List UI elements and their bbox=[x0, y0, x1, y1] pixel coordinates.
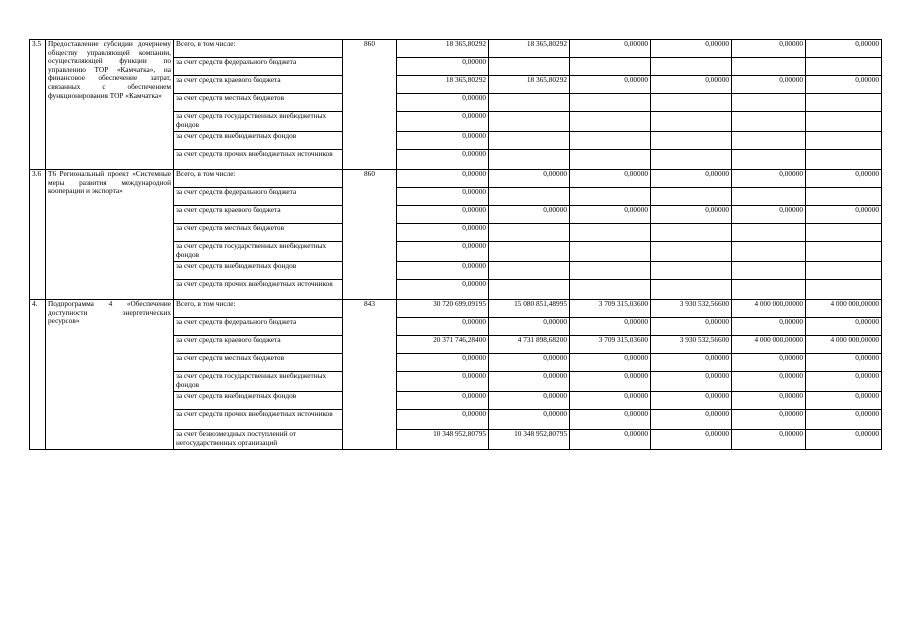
section-index: 4. bbox=[30, 300, 46, 450]
amount-cell bbox=[570, 224, 651, 242]
amount-cell: 0,00000 bbox=[570, 206, 651, 224]
funding-source-label: за счет средств местных бюджетов bbox=[174, 94, 343, 112]
amount-cell: 3 709 315,03600 bbox=[570, 300, 651, 318]
amount-cell: 0,00000 bbox=[570, 40, 651, 58]
amount-cell bbox=[489, 112, 570, 132]
funding-source-label: за счет безвозмездных поступлений от негосударственных организаций bbox=[174, 430, 343, 450]
budget-table bbox=[29, 39, 882, 450]
amount-cell: 4 000 000,00000 bbox=[806, 336, 882, 354]
amount-cell bbox=[806, 224, 882, 242]
amount-cell bbox=[732, 262, 806, 280]
amount-cell bbox=[732, 224, 806, 242]
table-row bbox=[30, 40, 882, 58]
funding-source-label: за счет средств прочих внебюджетных источников bbox=[174, 280, 343, 300]
amount-cell: 0,00000 bbox=[570, 430, 651, 450]
amount-cell: 10 348 952,80795 bbox=[397, 430, 489, 450]
amount-cell bbox=[489, 224, 570, 242]
amount-cell bbox=[806, 112, 882, 132]
amount-cell: 18 365,80292 bbox=[489, 40, 570, 58]
amount-cell bbox=[489, 280, 570, 300]
amount-cell: 0,00000 bbox=[397, 318, 489, 336]
amount-cell bbox=[570, 188, 651, 206]
funding-source-label: за счет средств федерального бюджета bbox=[174, 58, 343, 76]
amount-cell: 0,00000 bbox=[397, 224, 489, 242]
amount-cell bbox=[732, 150, 806, 170]
funding-source-label: за счет средств краевого бюджета bbox=[174, 76, 343, 94]
amount-cell: 0,00000 bbox=[732, 372, 806, 392]
amount-cell bbox=[489, 262, 570, 280]
amount-cell bbox=[570, 280, 651, 300]
amount-cell bbox=[489, 242, 570, 262]
amount-cell bbox=[732, 242, 806, 262]
table-row bbox=[30, 300, 882, 318]
amount-cell: 4 731 898,68200 bbox=[489, 336, 570, 354]
funding-source-label: за счет средств внебюджетных фондов bbox=[174, 132, 343, 150]
amount-cell bbox=[651, 58, 732, 76]
amount-cell: 0,00000 bbox=[570, 354, 651, 372]
funding-source-label: Всего, в том числе: bbox=[174, 300, 343, 318]
amount-cell: 0,00000 bbox=[651, 410, 732, 430]
funding-source-label: за счет средств местных бюджетов bbox=[174, 354, 343, 372]
funding-source-label: за счет средств внебюджетных фондов bbox=[174, 392, 343, 410]
amount-cell: 0,00000 bbox=[570, 392, 651, 410]
amount-cell bbox=[806, 242, 882, 262]
amount-cell: 0,00000 bbox=[570, 76, 651, 94]
funding-source-label: за счет средств краевого бюджета bbox=[174, 336, 343, 354]
budget-code: 860 bbox=[343, 170, 397, 300]
amount-cell: 0,00000 bbox=[732, 354, 806, 372]
amount-cell: 0,00000 bbox=[806, 430, 882, 450]
amount-cell bbox=[806, 94, 882, 112]
budget-code: 843 bbox=[343, 300, 397, 450]
amount-cell: 0,00000 bbox=[570, 372, 651, 392]
funding-source-label: за счет средств прочих внебюджетных источников bbox=[174, 150, 343, 170]
amount-cell bbox=[732, 132, 806, 150]
amount-cell bbox=[806, 132, 882, 150]
amount-cell bbox=[651, 132, 732, 150]
amount-cell: 0,00000 bbox=[489, 170, 570, 188]
amount-cell: 0,00000 bbox=[806, 372, 882, 392]
amount-cell: 0,00000 bbox=[397, 150, 489, 170]
amount-cell bbox=[732, 280, 806, 300]
amount-cell: 0,00000 bbox=[732, 430, 806, 450]
amount-cell: 0,00000 bbox=[397, 112, 489, 132]
amount-cell: 0,00000 bbox=[489, 410, 570, 430]
budget-table-body bbox=[30, 40, 882, 450]
amount-cell: 0,00000 bbox=[806, 40, 882, 58]
amount-cell: 0,00000 bbox=[806, 206, 882, 224]
amount-cell: 0,00000 bbox=[397, 242, 489, 262]
amount-cell bbox=[651, 262, 732, 280]
amount-cell: 0,00000 bbox=[806, 170, 882, 188]
amount-cell: 0,00000 bbox=[732, 392, 806, 410]
amount-cell: 0,00000 bbox=[397, 188, 489, 206]
amount-cell: 0,00000 bbox=[732, 410, 806, 430]
amount-cell: 0,00000 bbox=[651, 372, 732, 392]
amount-cell: 0,00000 bbox=[651, 392, 732, 410]
amount-cell bbox=[732, 94, 806, 112]
amount-cell: 0,00000 bbox=[651, 430, 732, 450]
amount-cell: 0,00000 bbox=[651, 354, 732, 372]
amount-cell: 0,00000 bbox=[397, 94, 489, 112]
amount-cell: 0,00000 bbox=[397, 354, 489, 372]
funding-source-label: за счет средств государственных внебюджетных фондов bbox=[174, 242, 343, 262]
section-index: 3.6 bbox=[30, 170, 46, 300]
amount-cell: 4 000 000,00000 bbox=[732, 300, 806, 318]
section-index: 3.5 bbox=[30, 40, 46, 170]
amount-cell bbox=[806, 150, 882, 170]
amount-cell bbox=[489, 132, 570, 150]
section-name: Предоставление субсидии дочернему обществу управляющей компании, осуществляющей функции по управлению ТОР «Камчатка», на финансовое обеспечение затрат, связанных с обеспечением функционирования ТОР «Камчатка» bbox=[46, 40, 174, 170]
amount-cell: 0,00000 bbox=[651, 318, 732, 336]
amount-cell: 18 365,80292 bbox=[489, 76, 570, 94]
funding-source-label: Всего, в том числе: bbox=[174, 170, 343, 188]
amount-cell bbox=[651, 150, 732, 170]
amount-cell: 4 000 000,00000 bbox=[732, 336, 806, 354]
amount-cell bbox=[806, 188, 882, 206]
budget-code: 860 bbox=[343, 40, 397, 170]
amount-cell bbox=[489, 94, 570, 112]
amount-cell: 0,00000 bbox=[651, 170, 732, 188]
amount-cell: 0,00000 bbox=[397, 280, 489, 300]
amount-cell bbox=[489, 150, 570, 170]
funding-source-label: за счет средств федерального бюджета bbox=[174, 318, 343, 336]
amount-cell: 0,00000 bbox=[651, 40, 732, 58]
amount-cell bbox=[489, 188, 570, 206]
amount-cell bbox=[651, 224, 732, 242]
amount-cell bbox=[651, 94, 732, 112]
amount-cell: 0,00000 bbox=[806, 76, 882, 94]
funding-source-label: за счет средств внебюджетных фондов bbox=[174, 262, 343, 280]
amount-cell: 0,00000 bbox=[732, 76, 806, 94]
amount-cell: 0,00000 bbox=[732, 318, 806, 336]
amount-cell: 0,00000 bbox=[732, 170, 806, 188]
funding-source-label: за счет средств краевого бюджета bbox=[174, 206, 343, 224]
amount-cell bbox=[570, 242, 651, 262]
amount-cell: 0,00000 bbox=[732, 40, 806, 58]
amount-cell: 0,00000 bbox=[651, 206, 732, 224]
amount-cell bbox=[806, 262, 882, 280]
amount-cell: 0,00000 bbox=[397, 262, 489, 280]
table-row bbox=[30, 170, 882, 188]
amount-cell: 10 348 952,80795 bbox=[489, 430, 570, 450]
funding-source-label: за счет средств государственных внебюджетных фондов bbox=[174, 112, 343, 132]
funding-source-label: за счет средств местных бюджетов bbox=[174, 224, 343, 242]
amount-cell bbox=[806, 58, 882, 76]
amount-cell: 0,00000 bbox=[570, 170, 651, 188]
amount-cell: 0,00000 bbox=[397, 206, 489, 224]
amount-cell: 0,00000 bbox=[489, 206, 570, 224]
amount-cell: 0,00000 bbox=[570, 318, 651, 336]
amount-cell bbox=[732, 58, 806, 76]
amount-cell: 0,00000 bbox=[397, 58, 489, 76]
amount-cell bbox=[570, 58, 651, 76]
amount-cell bbox=[651, 242, 732, 262]
amount-cell bbox=[651, 112, 732, 132]
funding-source-label: за счет средств федерального бюджета bbox=[174, 188, 343, 206]
amount-cell bbox=[651, 188, 732, 206]
amount-cell: 30 720 699,09195 bbox=[397, 300, 489, 318]
funding-source-label: Всего, в том числе: bbox=[174, 40, 343, 58]
amount-cell: 3 709 315,03600 bbox=[570, 336, 651, 354]
amount-cell bbox=[732, 188, 806, 206]
funding-source-label: за счет средств государственных внебюджетных фондов bbox=[174, 372, 343, 392]
amount-cell: 3 930 532,56600 bbox=[651, 336, 732, 354]
amount-cell: 0,00000 bbox=[489, 392, 570, 410]
section-name: Подпрограмма 4 «Обеспечение доступности энергетических ресурсов» bbox=[46, 300, 174, 450]
amount-cell: 0,00000 bbox=[806, 410, 882, 430]
amount-cell: 0,00000 bbox=[489, 318, 570, 336]
amount-cell: 0,00000 bbox=[397, 170, 489, 188]
amount-cell bbox=[570, 132, 651, 150]
section-name: Т6 Региональный проект «Системные меры развития международной кооперации и экспорта» bbox=[46, 170, 174, 300]
amount-cell: 0,00000 bbox=[397, 392, 489, 410]
amount-cell: 0,00000 bbox=[806, 354, 882, 372]
amount-cell bbox=[570, 262, 651, 280]
amount-cell: 20 371 746,28400 bbox=[397, 336, 489, 354]
amount-cell: 0,00000 bbox=[397, 372, 489, 392]
amount-cell: 0,00000 bbox=[397, 132, 489, 150]
amount-cell: 0,00000 bbox=[397, 410, 489, 430]
amount-cell: 0,00000 bbox=[651, 76, 732, 94]
amount-cell: 0,00000 bbox=[489, 354, 570, 372]
amount-cell bbox=[651, 280, 732, 300]
amount-cell bbox=[570, 112, 651, 132]
amount-cell bbox=[732, 112, 806, 132]
amount-cell: 4 000 000,00000 bbox=[806, 300, 882, 318]
amount-cell bbox=[570, 150, 651, 170]
amount-cell bbox=[570, 94, 651, 112]
amount-cell: 3 930 532,56600 bbox=[651, 300, 732, 318]
amount-cell: 15 080 851,48995 bbox=[489, 300, 570, 318]
amount-cell: 0,00000 bbox=[806, 392, 882, 410]
amount-cell bbox=[806, 280, 882, 300]
amount-cell: 18 365,80292 bbox=[397, 40, 489, 58]
amount-cell: 0,00000 bbox=[806, 318, 882, 336]
amount-cell: 18 365,80292 bbox=[397, 76, 489, 94]
amount-cell: 0,00000 bbox=[570, 410, 651, 430]
amount-cell: 0,00000 bbox=[489, 372, 570, 392]
funding-source-label: за счет средств прочих внебюджетных источников bbox=[174, 410, 343, 430]
amount-cell bbox=[489, 58, 570, 76]
amount-cell: 0,00000 bbox=[732, 206, 806, 224]
